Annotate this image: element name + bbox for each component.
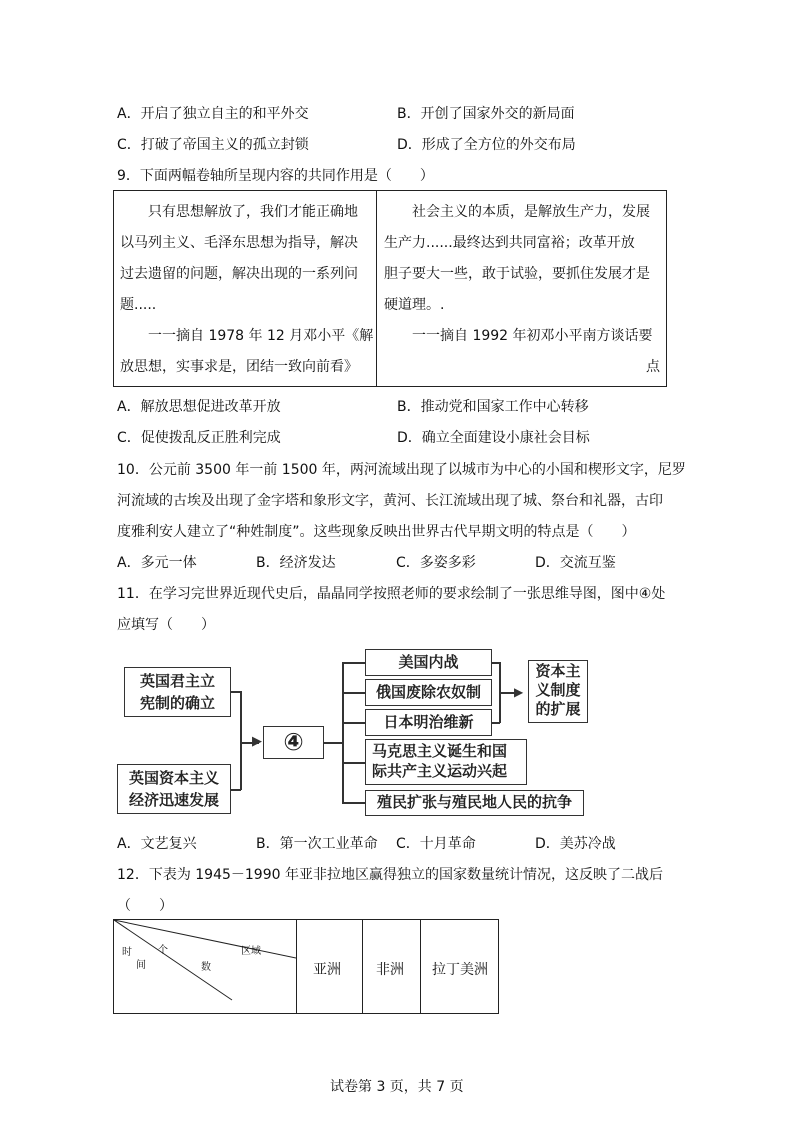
mm-connector xyxy=(342,722,365,724)
mm-connector xyxy=(240,691,242,790)
mm-connector xyxy=(342,802,365,804)
mm-result-box xyxy=(528,660,588,723)
mm-right-two-line xyxy=(365,739,527,785)
q11-line: 11．在学习完世界近现代史后，晶晶同学按照老师的要求绘制了一张思维导图，图中④处 xyxy=(117,586,666,602)
q10-option-b: B．经济发达 xyxy=(256,555,336,571)
q9-right-line: 一一摘自 1992 年初邓小平南方谈话要 xyxy=(384,328,653,344)
mm-connector xyxy=(342,762,365,764)
q9-right-line: 生产力......最终达到共同富裕；改革开放 xyxy=(384,235,635,251)
page-footer: 试卷第 3 页，共 7 页 xyxy=(330,1079,464,1095)
mm-arrow-icon: ▶ xyxy=(514,685,524,699)
q9-left-line: 放思想，实事求是，团结一致向前看》 xyxy=(120,359,358,375)
q12-corner-region: 区域 xyxy=(241,946,261,957)
mm-connector xyxy=(342,662,344,803)
q12-col-africa: 非洲 xyxy=(376,962,404,978)
mm-text: 宪制的确立 xyxy=(139,694,215,712)
q10-line: 度雅利安人建立了“种姓制度”。这些现象反映出世界古代早期文明的特点是（ ） xyxy=(117,524,636,540)
q12-corner-time2: 间 xyxy=(136,960,146,971)
q9-right-cell xyxy=(384,197,660,383)
mm-connector xyxy=(342,692,365,694)
q9-left-line: 题..... xyxy=(120,297,157,313)
q12-line: （ ） xyxy=(117,898,173,914)
q9-right-line: 社会主义的本质，是解放生产力，发展 xyxy=(384,204,650,220)
mm-text: 义制度 xyxy=(535,681,581,699)
q8-option-c: C．打破了帝国主义的孤立封锁 xyxy=(117,137,309,153)
mm-left-top-box xyxy=(124,667,231,717)
q9-right-line: 胆子要大一些，敢于试验，要抓住发展才是 xyxy=(384,266,650,282)
mm-text: 资本主 xyxy=(535,662,581,680)
q11-option-d: D．美苏冷战 xyxy=(535,836,616,852)
q11-option-c: C．十月革命 xyxy=(396,836,476,852)
mm-text: 的扩展 xyxy=(535,700,581,718)
mm-right-last: 殖民扩张与殖民地人民的抗争 xyxy=(365,790,584,816)
q11-line: 应填写（ ） xyxy=(117,617,215,633)
q9-left-line: 一一摘自 1978 年 12 月邓小平《解 xyxy=(120,328,374,344)
q11-option-b: B．第一次工业革命 xyxy=(256,836,378,852)
q12-col-line xyxy=(362,920,363,1013)
q9-option-d: D．确立全面建设小康社会目标 xyxy=(397,430,590,446)
q9-right-line: 点 xyxy=(646,359,660,375)
q8-option-b: B．开创了国家外交的新局面 xyxy=(397,106,575,122)
q12-corner-time1: 时 xyxy=(122,947,132,958)
q12-col-line xyxy=(420,920,421,1013)
mm-center-box: ④ xyxy=(263,726,324,759)
q12-col-line xyxy=(296,920,297,1013)
q8-option-a: A．开启了独立自主的和平外交 xyxy=(117,106,309,122)
q9-option-c: C．促使拨乱反正胜利完成 xyxy=(117,430,281,446)
q10-line: 河流域的古埃及出现了金字塔和象形文字，黄河、长江流域出现了城、祭台和礼器，古印 xyxy=(117,493,663,509)
q12-line: 12．下表为 1945－1990 年亚非拉地区赢得独立的国家数量统计情况，这反映了二战后 xyxy=(117,867,663,883)
q9-left-line: 以马列主义、毛泽东思想为指导，解决 xyxy=(120,235,358,251)
q9-option-b: B．推动党和国家工作中心转移 xyxy=(397,399,589,415)
q8-option-d: D．形成了全方位的外交布局 xyxy=(397,137,576,153)
q12-corner-ge: 个 xyxy=(158,945,168,956)
q10-option-d: D．交流互鉴 xyxy=(535,555,616,571)
q9-option-a: A．解放思想促进改革开放 xyxy=(117,399,281,415)
q9-left-cell xyxy=(120,197,373,383)
q12-corner-count: 数 xyxy=(201,962,211,973)
mm-connector xyxy=(342,662,365,664)
mm-text: 马克思主义诞生和国 xyxy=(372,742,508,760)
q9-stem: 9．下面两幅卷轴所呈现内容的共同作用是（ ） xyxy=(117,168,434,184)
q9-table-divider xyxy=(376,191,377,386)
q9-scroll-table xyxy=(113,190,667,387)
mm-text: 英国君主立 xyxy=(139,672,215,690)
mm-connector xyxy=(324,742,342,744)
mm-right-item: 美国内战 xyxy=(365,649,492,676)
mm-right-item: 日本明治维新 xyxy=(365,709,492,736)
mm-text: 经济迅速发展 xyxy=(128,791,219,809)
q11-option-a: A．文艺复兴 xyxy=(117,836,197,852)
q9-left-line: 只有思想解放了，我们才能正确地 xyxy=(120,204,358,220)
q10-option-c: C．多姿多彩 xyxy=(396,555,476,571)
q10-option-a: A．多元一体 xyxy=(117,555,197,571)
mm-left-bottom-box xyxy=(117,764,231,814)
mm-text: 际共产主义运动兴起 xyxy=(372,762,508,780)
q9-left-line: 过去遗留的问题，解决出现的一系列问 xyxy=(120,266,358,282)
q12-col-asia: 亚洲 xyxy=(313,962,341,978)
q12-col-latin-america: 拉丁美洲 xyxy=(432,962,488,978)
mm-text: 英国资本主义 xyxy=(128,769,219,787)
q10-line: 10．公元前 3500 年一前 1500 年，两河流域出现了以城市为中心的小国和楔形文字，尼罗 xyxy=(117,462,686,478)
q9-right-line: 硬道理。. xyxy=(384,297,445,313)
mm-arrow-icon: ▶ xyxy=(252,734,262,749)
mm-right-item: 俄国废除农奴制 xyxy=(365,679,492,706)
q12-table xyxy=(113,919,499,1014)
